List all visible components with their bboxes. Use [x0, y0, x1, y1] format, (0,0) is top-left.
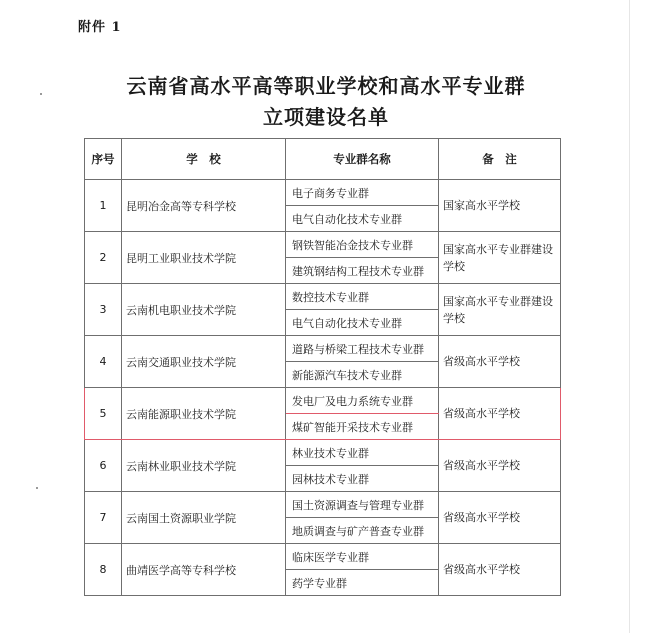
row-school: 云南机电职业技术学院	[122, 284, 286, 336]
row-major: 煤矿智能开采技术专业群	[286, 414, 439, 440]
row-school: 昆明工业职业技术学院	[122, 232, 286, 284]
row-major: 建筑钢结构工程技术专业群	[286, 258, 439, 284]
row-major: 数控技术专业群	[286, 284, 439, 310]
row-major: 电气自动化技术专业群	[286, 206, 439, 232]
row-note: 省级高水平学校	[439, 336, 561, 388]
row-school: 昆明冶金高等专科学校	[122, 180, 286, 232]
row-major: 电气自动化技术专业群	[286, 310, 439, 336]
row-major: 发电厂及电力系统专业群	[286, 388, 439, 414]
row-note: 省级高水平学校	[439, 492, 561, 544]
table-row	[85, 336, 561, 362]
document-title-line1: 云南省高水平高等职业学校和高水平专业群	[126, 74, 526, 98]
table-row	[85, 544, 561, 570]
row-index: 5	[85, 388, 122, 440]
row-major: 道路与桥梁工程技术专业群	[286, 336, 439, 362]
annex-label: 附件 1	[78, 20, 122, 35]
row-major: 园林技术专业群	[286, 466, 439, 492]
document-title-line2: 立项建设名单	[263, 105, 389, 129]
row-major: 药学专业群	[286, 570, 439, 596]
table-row	[85, 284, 561, 310]
row-index: 2	[85, 232, 122, 284]
row-note: 国家高水平专业群建设学校	[439, 284, 561, 336]
row-index: 3	[85, 284, 122, 336]
row-major: 林业技术专业群	[286, 440, 439, 466]
row-note: 国家高水平专业群建设学校	[439, 232, 561, 284]
header-school: 学 校	[122, 139, 286, 180]
row-major: 临床医学专业群	[286, 544, 439, 570]
row-note: 国家高水平学校	[439, 180, 561, 232]
row-major: 钢铁智能冶金技术专业群	[286, 232, 439, 258]
row-note: 省级高水平学校	[439, 440, 561, 492]
schools-table	[84, 138, 561, 596]
table-header-row	[85, 139, 561, 180]
row-index: 8	[85, 544, 122, 596]
row-note: 省级高水平学校	[439, 544, 561, 596]
row-index: 7	[85, 492, 122, 544]
row-school: 云南能源职业技术学院	[122, 388, 286, 440]
row-major: 新能源汽车技术专业群	[286, 362, 439, 388]
row-index: 4	[85, 336, 122, 388]
row-major: 地质调查与矿产普查专业群	[286, 518, 439, 544]
header-note: 备 注	[439, 139, 561, 180]
row-index: 1	[85, 180, 122, 232]
header-major: 专业群名称	[286, 139, 439, 180]
table-row	[85, 232, 561, 258]
table-row	[85, 492, 561, 518]
row-school: 曲靖医学高等专科学校	[122, 544, 286, 596]
table-row-highlighted	[85, 388, 561, 414]
row-index: 6	[85, 440, 122, 492]
row-school: 云南国土资源职业学院	[122, 492, 286, 544]
row-major: 国土资源调查与管理专业群	[286, 492, 439, 518]
header-index: 序号	[85, 139, 122, 180]
row-major: 电子商务专业群	[286, 180, 439, 206]
scan-speck	[36, 487, 38, 489]
table-row	[85, 180, 561, 206]
row-note: 省级高水平学校	[439, 388, 561, 440]
table-row	[85, 440, 561, 466]
row-school: 云南林业职业技术学院	[122, 440, 286, 492]
row-school: 云南交通职业技术学院	[122, 336, 286, 388]
